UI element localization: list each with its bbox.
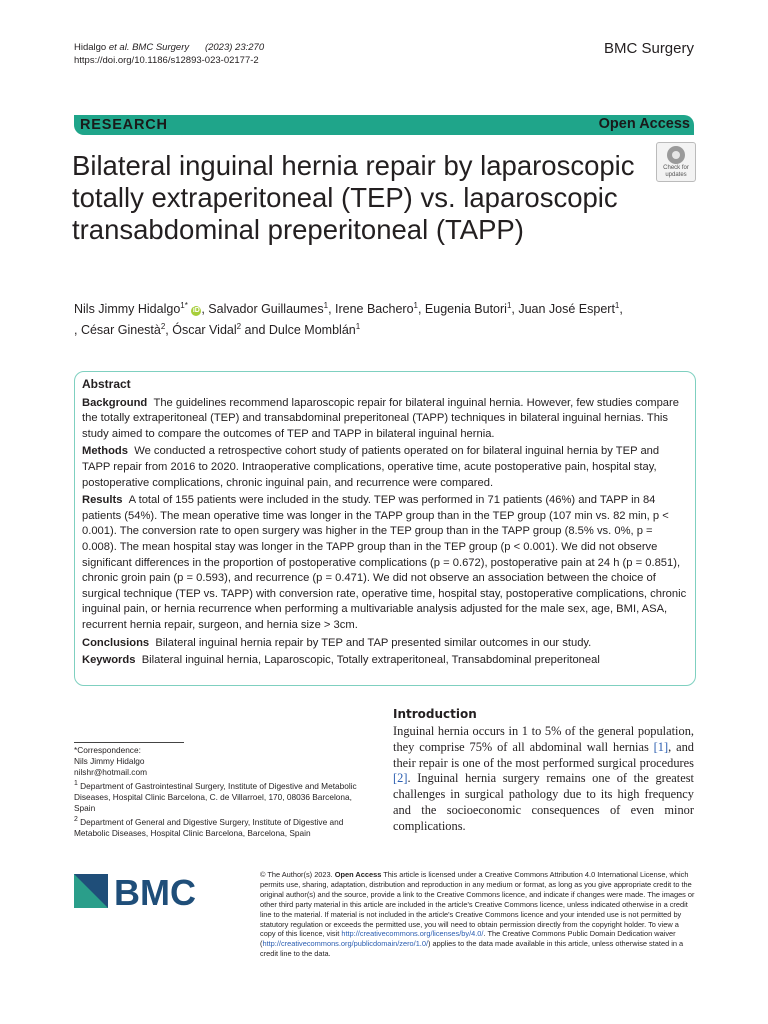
abstract-methods [82, 444, 688, 491]
author-affiliation: 1 [323, 301, 329, 310]
citation-journal: et al. BMC Surgery [108, 42, 190, 53]
background-text: The guidelines recommend laparoscopic repair for bilateral inguinal hernia. However, few studies compare the totally extraperitoneal (TEP) and transabdominal preperitoneal (TAPP) techniques in bilateral inguinal hernias. This study aimed to compare the outcomes of TEP and TAPP in bilateral inguinal hernia. [82, 396, 679, 440]
reference-link[interactable]: [2] [393, 771, 408, 786]
citation-year: (2023) 23:270 [204, 42, 265, 53]
cc-license-link[interactable]: http://creativecommons.org/licenses/by/4.0/ [341, 929, 484, 939]
author: , César Ginestà [74, 323, 161, 338]
results-label: Results [82, 494, 123, 507]
abstract-heading: Abstract [82, 377, 131, 391]
keywords-text: Bilateral inguinal hernia, Laparoscopic, Totally extraperitoneal, Transabdominal preperitoneal [141, 654, 600, 667]
citation-authors: Hidalgo [74, 42, 109, 53]
check-updates-icon [667, 146, 685, 164]
author-affiliation: 2 [236, 322, 242, 332]
author-affiliation: 1 [506, 301, 512, 310]
correspondence-email[interactable]: nilshr@hotmail.com [74, 767, 147, 777]
author-affiliation: 1 [355, 322, 361, 332]
author: Nils Jimmy Hidalgo [74, 302, 181, 317]
abstract-conclusions [82, 636, 688, 652]
author: and Dulce Momblán [241, 323, 356, 338]
author-affiliation: 2 [160, 322, 166, 332]
abstract-background [82, 396, 688, 443]
methods-label: Methods [82, 445, 128, 458]
footnote-rule [74, 742, 184, 743]
author: , Juan José Espert [511, 302, 615, 317]
author: , Eugenia Butori [417, 302, 507, 317]
bmc-logo-text: BMC [114, 872, 196, 912]
author-affiliation: 1 [614, 301, 620, 310]
results-text: A total of 155 patients were included in the study. TEP was performed in 71 patients (46%) and TAPP in 84 patients (54%). The mean operative time was longer in the TAPP group than in the TEP group (107 min vs. 82 min, p < 0.001). The conversion rate to open surgery was higher in the TEP group than in the TAPP group (8.5% vs. 0%, p = 0.008). The mean hospital stay was longer in the TAPP group than in the TEP group (p < 0.001). We did not observe significant differences in the proportion of postoperative complications (p = 0.672), postoperative pain at 24 h (p = 0.851), chronic groin pain (p = 0.593), and recurrence (p = 0.471). We did not observe an association between the choice of surgical technique (TEP vs. TAPP) with conversion rate, operative time, hospital stay, postoperative complications, chronic inguinal pain, or hernia recurrence when performing a multivariable analysis adjusted for the male sex, age, BMI, ASA, recurrent hernia repair, surgeon, and hernia size > 3cm. [82, 494, 687, 631]
running-header-citation [74, 41, 264, 67]
doi-link[interactable]: https://doi.org/10.1186/s12893-023-02177-2 [74, 55, 259, 66]
cc0-waiver-link[interactable]: http://creativecommons.org/publicdomain/zero/1.0/ [262, 939, 429, 949]
abstract-results [82, 493, 688, 633]
abstract-box [74, 371, 696, 686]
license-statement: © The Author(s) 2023. Open Access This article is licensed under a Creative Commons Attribution 4.0 International License, which permits use, sharing, adaptation, distribution and reproduction in any medium or format, as long as you give appropriate credit to the original author(s) and the source, provide a link to the Creative Commons licence, and indicate if changes were made. The images or other third party material in this article are included in the article's Creative Commons licence, unless indicated otherwise in a credit line to the material. If material is not included in the article's Creative Commons licence and your intended use is not permitted by statutory regulation or exceeds the permitted use, you will need to obtain permission directly from the copyright holder. To view a copy of this licence, visit http://creativecommons.org/licenses/by/4.0/. The Creative Commons Public Domain Dedication waiver (http://creativecommons.org/publicdomain/zero/1.0/) applies to the data made available in this article, unless otherwise stated in a credit line to the data. [260, 870, 695, 959]
orcid-icon[interactable]: iD [192, 307, 200, 315]
author: , Óscar Vidal [165, 323, 237, 338]
conclusions-label: Conclusions [82, 636, 150, 649]
background-label: Background [82, 396, 148, 409]
reference-link[interactable]: [1] [653, 739, 669, 754]
introduction-heading: Introduction [393, 707, 477, 721]
article-title: Bilateral inguinal hernia repair by laparoscopic totally extraperitoneal (TEP) vs. laparoscopic transabdominal preperitoneal (TAPP) [72, 150, 635, 245]
abstract-keywords [82, 653, 688, 669]
correspondence-footnote [74, 745, 364, 839]
author: , Salvador Guillaumes [201, 302, 324, 317]
check-for-updates-badge[interactable] [656, 142, 696, 182]
correspondence-label: *Correspondence: [74, 745, 141, 755]
author-affiliation: 1* [180, 301, 188, 310]
article-type-banner [74, 115, 694, 135]
check-updates-line1: Check for [663, 165, 689, 171]
methods-text: We conducted a retrospective cohort study of patients operated on for bilateral inguinal hernia by TEP and TAPP repair from 2016 to 2020. Intraoperative complications, operative time, acute postoperative pain, hospital stay, postoperative complications, chronic inguinal pain, and recurrence were compared. [82, 445, 660, 489]
journal-name: BMC Surgery [603, 40, 694, 57]
bmc-logo [74, 872, 214, 912]
author-affiliation: 1 [413, 301, 418, 310]
research-label: RESEARCH [80, 117, 168, 133]
keywords-label: Keywords [82, 654, 136, 667]
open-access-label: Open Access [598, 116, 690, 132]
affiliation-2: $^2$ Department of General and Digestive Surgery, Institute of Digestive and Metabolic Diseases, Hospital Clinic Barcelona, Barcelona, Spain [74, 815, 344, 838]
conclusions-text: Bilateral inguinal hernia repair by TEP and TAP presented similar outcomes in our study. [155, 636, 592, 649]
correspondence-name: Nils Jimmy Hidalgo [74, 756, 145, 766]
author: , Irene Bachero [328, 302, 414, 317]
affiliation-1: $^1$ Department of Gastrointestinal Surgery, Institute of Digestive and Metabolic Diseases, Hospital Clinic Barcelona, C. de Villarroel, 170, 08036 Barcelona, Spain [74, 780, 357, 813]
introduction-paragraph: Inguinal hernia occurs in 1 to 5% of the general population, they comprise 75% of all abdominal wall hernias [1], and their repair is one of the most performed surgical procedures [2]. Inguinal hernia surgery remains one of the greatest challenges in surgical pathology due to its high frequency and the socioeconomic consequences of even minor complications. [393, 724, 694, 833]
check-updates-line2: updates [665, 171, 687, 178]
author-list: Nils Jimmy Hidalgo$^{1*}$ iD , Salvador Guillaumes$^1$, Irene Bachero$^1$, Eugenia Butori$^1$, Juan José Espert$^1$, , César Ginestà$^2$, Óscar Vidal$^2$ and Dulce Momblán$^1$ [74, 301, 623, 338]
